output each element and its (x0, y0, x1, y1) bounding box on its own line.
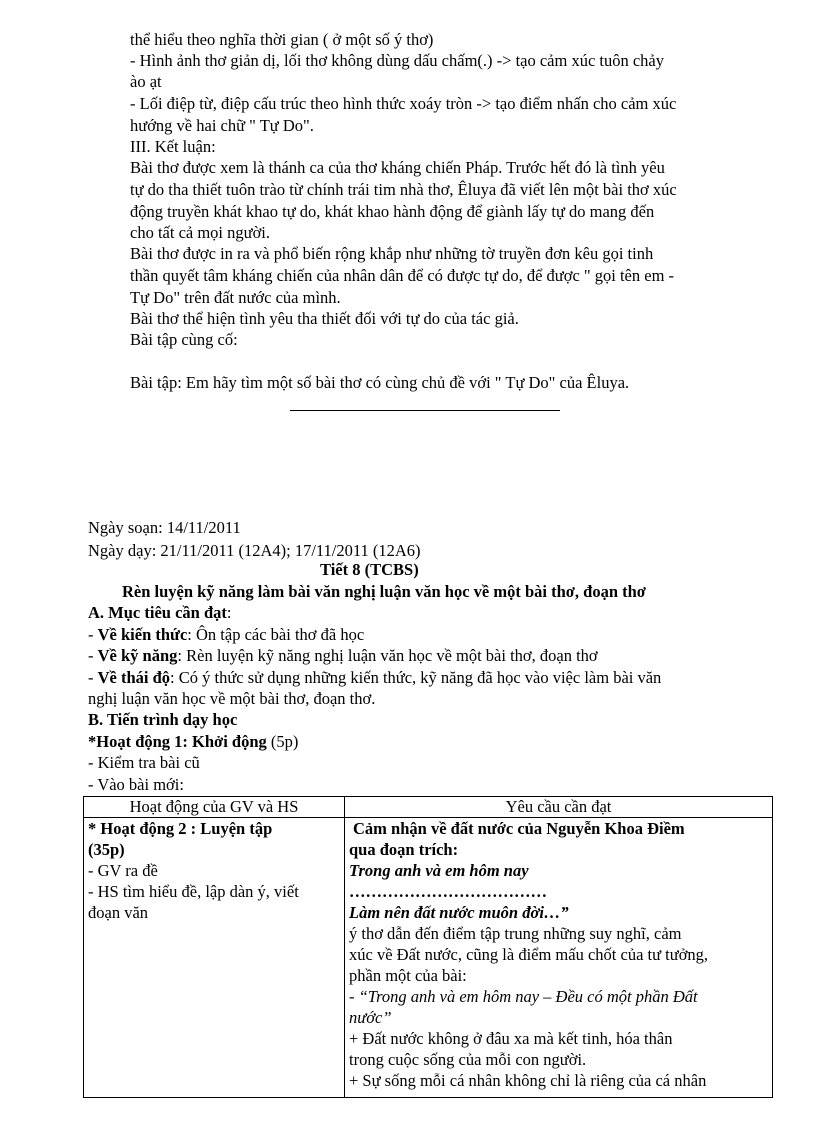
activity-cell (84, 818, 345, 1098)
text-line: - Hình ảnh thơ giản dị, lối thơ không dùng dấu chấm(.) -> tạo cảm xúc tuôn chảy (130, 51, 665, 70)
header-teacher-student: Hoạt động của GV và HS (84, 797, 345, 818)
knowledge-text: : Ôn tập các bài thơ đã học (187, 625, 365, 644)
objective-knowledge: - Về kiến thức: Ôn tập các bài thơ đã học (88, 625, 365, 644)
activity2-title: * Hoạt động 2 : Luyện tập (88, 819, 273, 838)
skill-label: Về kỹ năng (97, 646, 178, 665)
process-heading: B. Tiến trình dạy học (88, 710, 238, 729)
activity-table (83, 796, 773, 1098)
text-line: Bài thơ được in ra và phổ biến rộng khắp như những tờ truyền đơn kêu gọi tinh (130, 244, 654, 263)
table-row (84, 818, 773, 1098)
verse-ellipsis: ……………………………… (349, 882, 547, 901)
activity2-time: (35p) (88, 840, 125, 859)
quote-line: - “Trong anh và em hôm nay – Đều có một phần Đất (349, 987, 698, 1006)
bullet-line: trong cuộc sống của mỗi con người. (349, 1050, 587, 1069)
lesson-title: Rèn luyện kỹ năng làm bài văn nghị luận văn học về một bài thơ, đoạn thơ (122, 582, 646, 601)
objective-attitude: - Về thái độ: Có ý thức sử dụng những kiến thức, kỹ năng đã học vào việc làm bài văn (88, 668, 662, 687)
text-line: Bài tập cùng cố: (130, 330, 238, 349)
requirement-heading: Cảm nhận về đất nước của Nguyễn Khoa Điềm (353, 819, 685, 838)
bullet-line: + Sự sống mỗi cá nhân không chỉ là riêng của cá nhân (349, 1071, 707, 1090)
quote-text: “Trong anh và em hôm nay – Đều có một phần Đất (358, 987, 698, 1006)
requirement-heading-cont: qua đoạn trích: (349, 840, 459, 859)
objective-skill: - Về kỹ năng: Rèn luyện kỹ năng nghị luận văn học về một bài thơ, đoạn thơ (88, 646, 598, 665)
activity-item: đoạn văn (88, 903, 149, 922)
new-lesson: - Vào bài mới: (88, 775, 184, 794)
period-title: Tiết 8 (TCBS) (320, 560, 419, 579)
activity1-line (88, 732, 298, 752)
quote-line: nước” (349, 1008, 392, 1027)
text-line: - Lối điệp từ, điệp cấu trúc theo hình thức xoáy tròn -> tạo điểm nhấn cho cảm xúc (130, 94, 677, 113)
text-line: thần quyết tâm kháng chiến của nhân dân để có được tự do, để được " gọi tên em - (130, 266, 675, 285)
objectives-colon: : (226, 603, 232, 622)
text-line: tự do tha thiết tuôn trào từ chính trái tim nhà thơ, Êluya đã viết lên một bài thơ xúc (130, 180, 677, 199)
exercise-line: Bài tập: Em hãy tìm một số bài thơ có cùng chủ đề với " Tự Do" của Êluya. (130, 373, 630, 392)
attitude-text: : Có ý thức sử dụng những kiến thức, kỹ năng đã học vào việc làm bài văn (170, 668, 662, 687)
analysis-line: ý thơ dẫn đến điểm tập trung những suy nghĩ, cảm (349, 924, 682, 943)
bullet-line: + Đất nước không ở đâu xa mà kết tinh, hóa thân (349, 1029, 673, 1048)
text-line: động truyền khát khao tự do, khát khao hành động để giành lấy tự do mang đến (130, 202, 655, 221)
text-line: ào ạt (130, 72, 162, 91)
text-line: Bài thơ thể hiện tình yêu tha thiết đối với tự do của tác giả. (130, 309, 519, 328)
text-line: hướng về hai chữ " Tự Do". (130, 116, 314, 135)
verse-line: Làm nên đất nước muôn đời…” (349, 903, 569, 922)
table-header-row (84, 797, 773, 818)
check-old-lesson: - Kiểm tra bài cũ (88, 753, 200, 772)
prep-date: Ngày soạn: 14/11/2011 (88, 518, 241, 537)
text-line: Bài thơ được xem là thánh ca của thơ kháng chiến Pháp. Trước hết đó là tình yêu (130, 158, 665, 177)
activity1-label: *Hoạt động 1: Khởi động (88, 732, 267, 751)
knowledge-label: Về kiến thức (97, 625, 188, 644)
objective-attitude-cont: nghị luận văn học về một bài thơ, đoạn thơ. (88, 689, 376, 708)
objectives-heading-line (88, 603, 231, 623)
text-line: cho tất cả mọi người. (130, 223, 271, 242)
header-requirements: Yêu cầu cần đạt (345, 797, 773, 818)
teach-date: Ngày dạy: 21/11/2011 (12A4); 17/11/2011 (12A6) (88, 541, 421, 560)
activity-item: - GV ra đề (88, 861, 158, 880)
verse-line: Trong anh và em hôm nay (349, 861, 529, 880)
text-line: Tự Do" trên đất nước của mình. (130, 288, 341, 307)
separator-rule (290, 410, 560, 411)
analysis-line: phần một của bài: (349, 966, 467, 985)
activity-item: - HS tìm hiểu đề, lập dàn ý, viết (88, 882, 299, 901)
analysis-line: xúc về Đất nước, cũng là điểm mấu chốt của tư tưởng, (349, 945, 709, 964)
text-line: thể hiểu theo nghĩa thời gian ( ở một số ý thơ) (130, 30, 434, 49)
activity1-time: (5p) (266, 732, 299, 751)
section-heading: III. Kết luận: (130, 137, 216, 156)
requirements-cell (345, 818, 773, 1098)
attitude-label: Về thái độ (97, 668, 171, 687)
skill-text: : Rèn luyện kỹ năng nghị luận văn học về một bài thơ, đoạn thơ (177, 646, 598, 665)
objectives-heading: A. Mục tiêu cần đạt (88, 603, 227, 622)
